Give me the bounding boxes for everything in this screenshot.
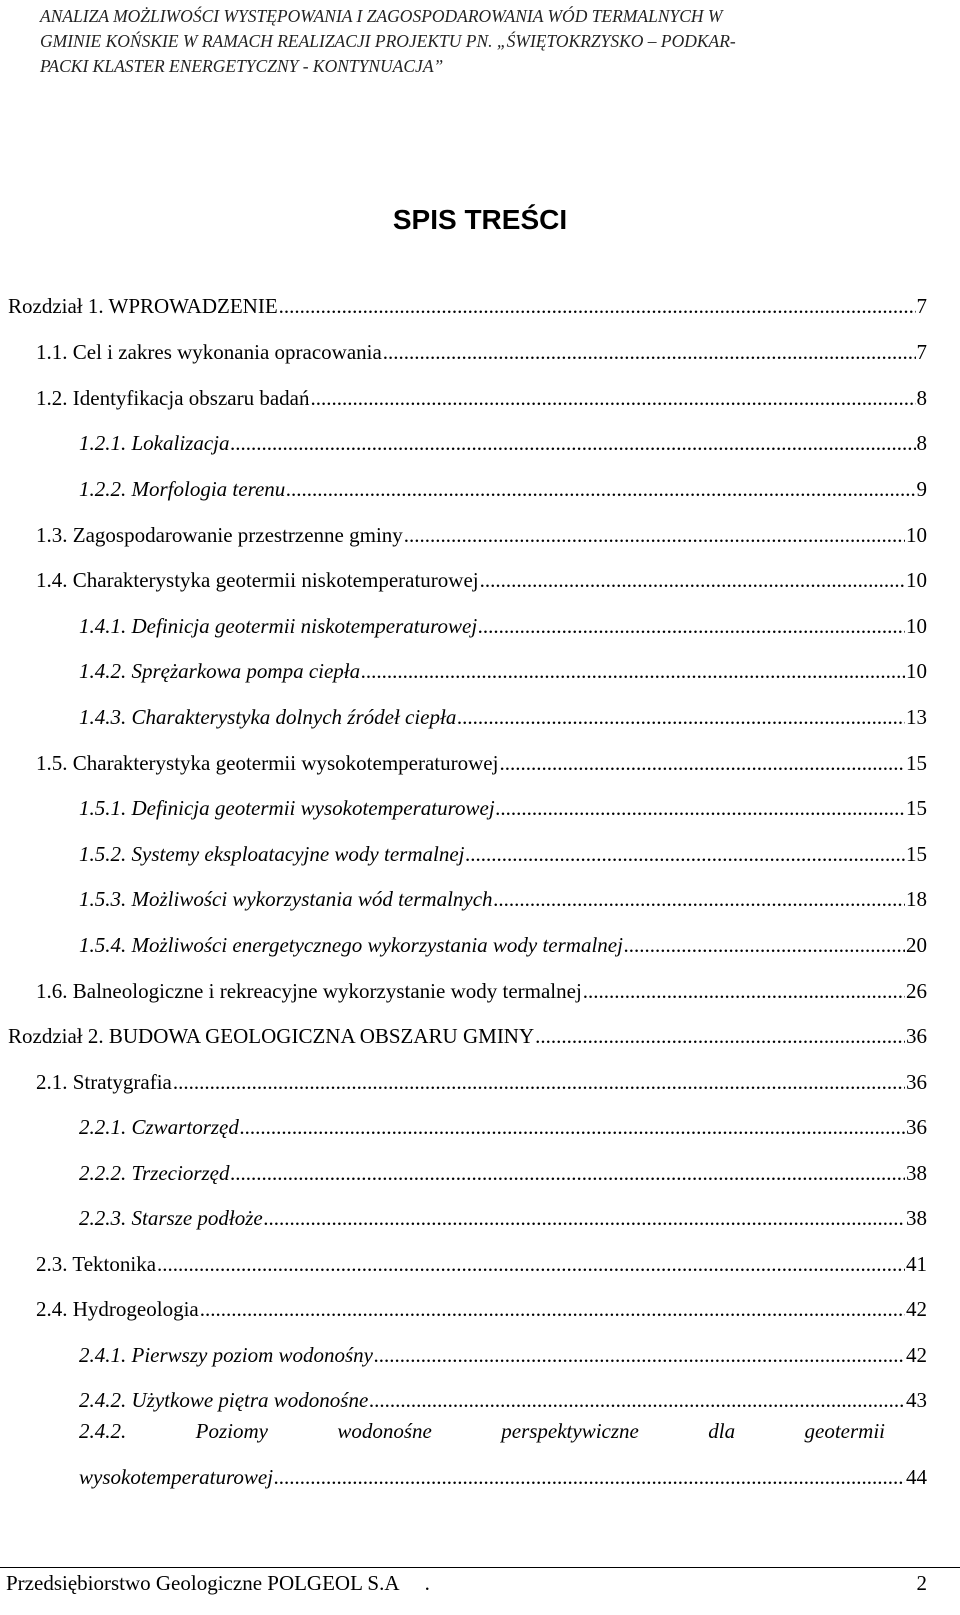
toc-entry-text: 2.4.2. Użytkowe piętra wodonośne	[79, 1388, 369, 1412]
toc-dot-leader	[457, 702, 905, 732]
toc-entry	[36, 383, 927, 413]
toc-entry-text: 2.4.1. Pierwszy poziom wodonośny	[79, 1343, 373, 1367]
footer-company: Przedsiębiorstwo Geologiczne POLGEOL S.A .	[6, 1571, 430, 1595]
toc-entry-text: 1.4.3. Charakterystyka dolnych źródeł ciepła	[79, 705, 457, 729]
toc-dot-leader	[499, 748, 905, 778]
toc-entry-text: Rozdział 1. WPROWADZENIE	[8, 294, 278, 318]
toc-entry-page: 10	[906, 568, 927, 592]
toc-entry	[79, 1203, 927, 1233]
toc-entry	[36, 1067, 927, 1097]
toc-dot-leader	[310, 383, 915, 413]
page-title: SPIS TREŚCI	[392, 204, 568, 235]
toc-dot-leader	[404, 520, 905, 550]
toc-dot-leader	[240, 1112, 905, 1142]
toc-dot-leader	[264, 1203, 905, 1233]
toc-dot-leader	[494, 884, 905, 914]
header-line: PACKI KLASTER ENERGETYCZNY - KONTYNUACJA”	[40, 56, 444, 76]
toc-dot-leader	[383, 337, 916, 367]
toc-entry-page: 13	[906, 705, 927, 729]
toc-entry-page: 36	[906, 1024, 927, 1048]
toc-entry	[79, 884, 927, 914]
toc-entry-page: 42	[906, 1343, 927, 1367]
toc-dot-leader	[173, 1067, 905, 1097]
toc-entry-page: 36	[906, 1070, 927, 1094]
toc-entry	[79, 930, 927, 960]
toc-dot-leader	[200, 1294, 905, 1324]
toc-entry	[79, 474, 927, 504]
toc-entry-text: wysokotemperaturowej	[79, 1465, 274, 1489]
toc-dot-leader	[361, 656, 905, 686]
toc-word: perspektywiczne	[501, 1419, 639, 1443]
toc-entry-page: 10	[906, 614, 927, 638]
toc-entry-page: 10	[906, 523, 927, 547]
toc-entry	[79, 1385, 927, 1415]
toc-dot-leader	[274, 1462, 905, 1492]
toc-entry-text: 1.5.2. Systemy eksploatacyjne wody termalnej	[79, 842, 465, 866]
toc-entry	[79, 793, 927, 823]
footer-divider	[0, 1567, 960, 1568]
toc-dot-leader	[478, 611, 905, 641]
toc-word: geotermii	[804, 1419, 885, 1443]
toc-entry-multiline	[79, 1416, 885, 1446]
toc-entry-page: 8	[916, 386, 927, 410]
toc-entry-text: 1.2. Identyfikacja obszaru badań	[36, 386, 310, 410]
toc-entry-page: 18	[906, 887, 927, 911]
toc-entry-text: 2.2.2. Trzeciorzęd	[79, 1161, 230, 1185]
toc-entry	[79, 1340, 927, 1370]
toc-entry-text: 1.5.1. Definicja geotermii wysokotemperaturowej	[79, 796, 495, 820]
toc-entry-text: 1.6. Balneologiczne i rekreacyjne wykorzystanie wody termalnej	[36, 979, 582, 1003]
toc-entry-page: 41	[906, 1252, 927, 1276]
toc-dot-leader	[231, 428, 916, 458]
toc-entry	[36, 520, 927, 550]
toc-entry-page: 26	[906, 979, 927, 1003]
toc-entry-text: 1.5.4. Możliwości energetycznego wykorzystania wody termalnej	[79, 933, 623, 957]
header-line: GMINIE KOŃSKIE W RAMACH REALIZACJI PROJEKTU PN. „ŚWIĘTOKRZYSKO – PODKAR-	[40, 31, 736, 51]
toc-entry-text: 2.4. Hydrogeologia	[36, 1297, 199, 1321]
toc-entry	[36, 748, 927, 778]
toc-word: 2.4.2.	[79, 1419, 127, 1443]
toc-dot-leader	[465, 839, 905, 869]
toc-entry-page: 38	[906, 1206, 927, 1230]
toc-entry-page: 42	[906, 1297, 927, 1321]
toc-entry	[79, 1158, 927, 1188]
toc-entry-text: 1.4. Charakterystyka geotermii niskotemperaturowej	[36, 568, 479, 592]
toc-entry-text: 1.1. Cel i zakres wykonania opracowania	[36, 340, 382, 364]
toc-entry-page: 43	[906, 1388, 927, 1412]
toc-entry-page: 10	[906, 659, 927, 683]
toc-dot-leader	[231, 1158, 905, 1188]
toc-dot-leader	[624, 930, 905, 960]
toc-dot-leader	[496, 793, 905, 823]
toc-entry-text: 1.2.1. Lokalizacja	[79, 431, 230, 455]
toc-entry	[8, 291, 927, 321]
toc-entry-text: 2.1. Stratygrafia	[36, 1070, 172, 1094]
toc-entry-page: 7	[916, 294, 927, 318]
toc-entry-text: 1.3. Zagospodarowanie przestrzenne gminy	[36, 523, 403, 547]
toc-dot-leader	[583, 976, 905, 1006]
toc-entry-page: 44	[906, 1465, 927, 1489]
toc-dot-leader	[286, 474, 915, 504]
toc-dot-leader	[279, 291, 916, 321]
toc-entry-page: 36	[906, 1115, 927, 1139]
toc-entry	[79, 611, 927, 641]
toc-entry-page: 20	[906, 933, 927, 957]
document-header	[40, 4, 920, 79]
toc-entry-page: 7	[916, 340, 927, 364]
toc-entry	[36, 976, 927, 1006]
toc-entry	[79, 656, 927, 686]
toc-entry	[79, 839, 927, 869]
toc-word: wodonośne	[337, 1419, 432, 1443]
header-line: ANALIZA MOŻLIWOŚCI WYSTĘPOWANIA I ZAGOSPODAROWANIA WÓD TERMALNYCH W	[40, 6, 723, 26]
toc-entry-page: 38	[906, 1161, 927, 1185]
toc-entry	[36, 337, 927, 367]
toc-entry-text: 1.2.2. Morfologia terenu	[79, 477, 286, 501]
toc-entry-text: 2.2.3. Starsze podłoże	[79, 1206, 263, 1230]
footer-page-number: 2	[916, 1571, 927, 1595]
toc-entry	[36, 1294, 927, 1324]
toc-entry-text: 2.3. Tektonika	[36, 1252, 157, 1276]
toc-entry-text: 1.5.3. Możliwości wykorzystania wód termalnych	[79, 887, 493, 911]
toc-entry-text: 1.5. Charakterystyka geotermii wysokotemperaturowej	[36, 751, 499, 775]
toc-entry-text: 2.2.1. Czwartorzęd	[79, 1115, 239, 1139]
toc-entry-page: 8	[916, 431, 927, 455]
toc-entry	[79, 1112, 927, 1142]
toc-entry-page: 15	[906, 751, 927, 775]
toc-entry-continuation	[79, 1462, 927, 1492]
toc-entry-text: 1.4.1. Definicja geotermii niskotemperaturowej	[79, 614, 478, 638]
toc-dot-leader	[157, 1249, 905, 1279]
toc-dot-leader	[535, 1021, 905, 1051]
toc-entry-text: 1.4.2. Sprężarkowa pompa ciepła	[79, 659, 361, 683]
toc-word: Poziomy	[195, 1419, 268, 1443]
toc-entry-text: Rozdział 2. BUDOWA GEOLOGICZNA OBSZARU GMINY	[8, 1024, 535, 1048]
toc-entry	[36, 565, 927, 595]
toc-entry-page: 15	[906, 842, 927, 866]
toc-entry	[8, 1021, 927, 1051]
toc-entry	[79, 428, 927, 458]
toc-dot-leader	[369, 1385, 905, 1415]
toc-word: dla	[708, 1419, 736, 1443]
toc-entry	[79, 702, 927, 732]
toc-dot-leader	[374, 1340, 905, 1370]
toc-entry-page: 15	[906, 796, 927, 820]
toc-entry	[36, 1249, 927, 1279]
toc-dot-leader	[480, 565, 905, 595]
toc-entry-page: 9	[916, 477, 927, 501]
